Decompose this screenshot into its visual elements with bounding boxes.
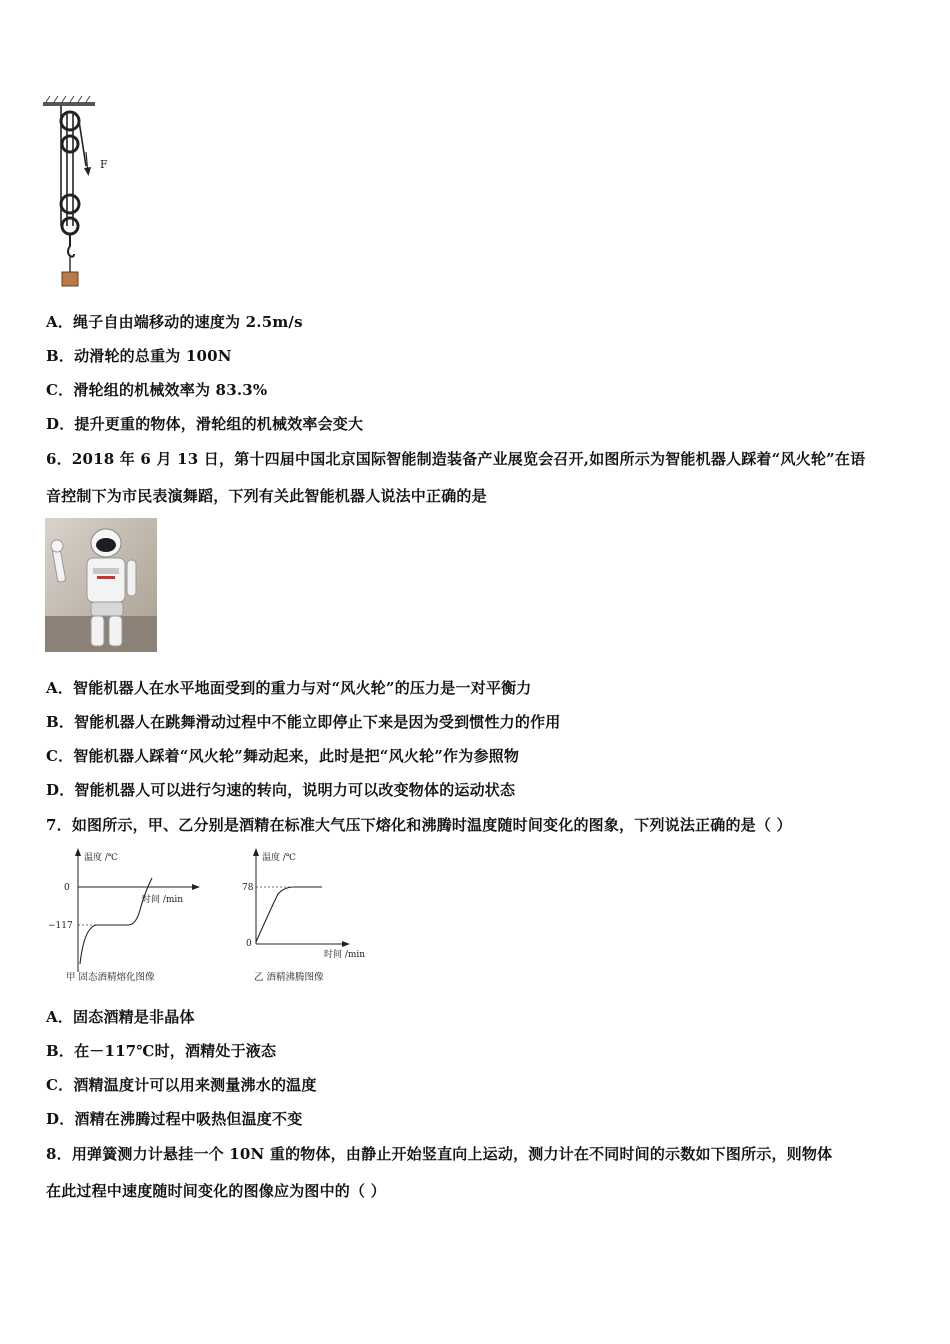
graph-a-caption: 甲 固态酒精熔化图像 — [66, 972, 155, 983]
graph-a-ylabel: 温度 /℃ — [84, 853, 118, 863]
graph-b-ylabel: 温度 /℃ — [262, 853, 296, 863]
q6-option-d: D．智能机器人可以进行匀速的转向，说明力可以改变物体的运动状态 — [46, 781, 516, 799]
q6-option-b: B．智能机器人在跳舞滑动过程中不能立即停止下来是因为受到惯性力的作用 — [46, 713, 561, 731]
q5-option-c: C．滑轮组的机械效率为 83.3% — [46, 381, 268, 399]
graph-b-tick-78: 78 — [242, 883, 254, 893]
q6-option-a: A．智能机器人在水平地面受到的重力与对“风火轮”的压力是一对平衡力 — [46, 679, 532, 697]
q8-stem-line1: 8．用弹簧测力计悬挂一个 10N 重的物体，由静止开始竖直向上运动，测力计在不同时间的示数如下图所示，则物体 — [46, 1145, 833, 1163]
graph-b-curve — [256, 887, 322, 942]
q7-option-b: B．在－117℃时，酒精处于液态 — [46, 1042, 277, 1060]
graph-a-tick-zero: 0 — [64, 883, 70, 893]
graph-a-curve — [80, 878, 152, 964]
q5-option-a: A．绳子自由端移动的速度为 2.5m/s — [46, 313, 303, 331]
q5-option-b: B．动滑轮的总重为 100N — [46, 347, 232, 365]
melting-graph — [44, 846, 204, 986]
graph-b-xlabel: 时间 /min — [324, 950, 366, 960]
q8-stem-line2: 在此过程中速度随时间变化的图像应为图中的（ ） — [46, 1182, 386, 1200]
q6-stem-line2: 音控制下为市民表演舞蹈，下列有关此智能机器人说法中正确的是 — [46, 487, 487, 505]
q7-option-d: D．酒精在沸腾过程中吸热但温度不变 — [46, 1110, 303, 1128]
robot-photo — [45, 518, 157, 652]
q6-stem-line1: 6．2018 年 6 月 13 日，第十四届中国北京国际智能制造装备产业展览会召开,如图所示为智能机器人踩着“风火轮”在语 — [46, 450, 866, 468]
q5-option-d: D．提升更重的物体，滑轮组的机械效率会变大 — [46, 415, 364, 433]
graph-b-caption: 乙 酒精沸腾图像 — [254, 972, 324, 983]
q6-option-c: C．智能机器人踩着“风火轮”舞动起来，此时是把“风火轮”作为参照物 — [46, 747, 520, 765]
force-label: F — [100, 158, 108, 171]
graph-a-xlabel: 时间 /min — [142, 895, 184, 905]
q7-option-c: C．酒精温度计可以用来测量沸水的温度 — [46, 1076, 317, 1094]
graph-a-tick-117: −117 — [48, 921, 73, 931]
q7-option-a: A．固态酒精是非晶体 — [46, 1008, 195, 1026]
boiling-graph — [242, 846, 382, 986]
q7-stem: 7．如图所示，甲、乙分别是酒精在标准大气压下熔化和沸腾时温度随时间变化的图象，下列说法正确的是（ ） — [46, 816, 792, 834]
pulley-system-figure — [40, 96, 120, 292]
graph-b-tick-zero: 0 — [246, 939, 252, 949]
